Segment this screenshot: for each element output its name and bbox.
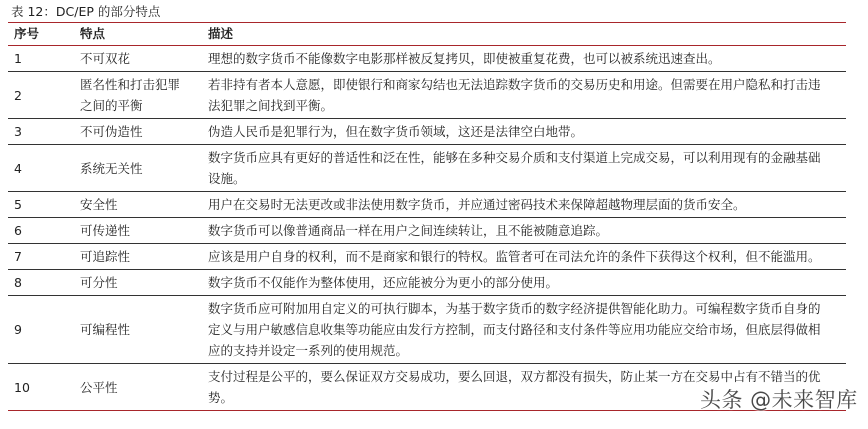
header-seq: 序号 <box>14 26 40 41</box>
table-row <box>8 296 846 364</box>
cell-seq: 2 <box>14 87 22 103</box>
cell-feature: 安全性 <box>80 197 118 212</box>
cell-seq: 3 <box>14 124 22 139</box>
table-row <box>8 244 846 270</box>
table-row <box>8 192 846 218</box>
cell-description: 理想的数字货币不能像数字电影那样被反复拷贝，即使被重复花费，也可以被系统迅速查出。 <box>208 51 721 66</box>
cell-feature: 不可双花 <box>80 51 131 66</box>
table-header <box>8 23 846 46</box>
cell-description: 若非持有者本人意愿，即使银行和商家勾结也无法追踪数字货币的交易历史和用途。但需要在用户隐私和打击违法犯罪之间找到平衡。 <box>208 77 821 113</box>
cell-feature: 系统无关性 <box>80 160 143 176</box>
table-row <box>8 46 846 72</box>
table-row <box>8 270 846 296</box>
cell-description: 应该是用户自身的权利，而不是商家和银行的特权。监管者可在司法允许的条件下获得这个权利，但不能滥用。 <box>208 249 821 264</box>
cell-feature: 不可伪造性 <box>80 124 143 139</box>
cell-seq: 4 <box>14 160 22 176</box>
cell-description: 数字货币应具有更好的普适性和泛在性，能够在多种交易介质和支付渠道上完成交易，可以利用现有的金融基础设施。 <box>208 150 821 186</box>
cell-seq: 7 <box>14 249 22 264</box>
cell-seq: 5 <box>14 197 22 212</box>
watermark: 头条 @未来智库 <box>700 388 858 412</box>
cell-seq: 8 <box>14 275 22 290</box>
cell-description: 伪造人民币是犯罪行为，但在数字货币领域，这还是法律空白地带。 <box>208 124 584 139</box>
cell-seq: 9 <box>14 322 22 337</box>
cell-feature: 可追踪性 <box>80 249 131 264</box>
table-row <box>8 72 846 119</box>
table-row <box>8 119 846 145</box>
features-table <box>8 22 846 411</box>
cell-feature: 匿名性和打击犯罪之间的平衡 <box>80 77 181 113</box>
cell-feature: 公平性 <box>80 379 118 395</box>
cell-feature: 可分性 <box>80 275 118 290</box>
cell-description: 数字货币应可附加用自定义的可执行脚本，为基于数字货币的数字经济提供智能化助力。可编程数字货币自身的定义与用户敏感信息收集等功能应由发行方控制，而支付路径和支付条件等应用功能应交给市场，但底层得做相应的支持并设定一系列的使用规范。 <box>208 301 821 358</box>
cell-description: 数字货币可以像普通商品一样在用户之间连续转让，且不能被随意追踪。 <box>208 223 609 238</box>
cell-description: 用户在交易时无法更改或非法使用数字货币，并应通过密码技术来保障超越物理层面的货币安全。 <box>208 197 746 212</box>
table-body <box>8 46 846 411</box>
table-caption: 表 12：DC/EP 的部分特点 <box>11 4 161 19</box>
cell-description: 数字货币不仅能作为整体使用，还应能被分为更小的部分使用。 <box>208 275 559 290</box>
table-row <box>8 218 846 244</box>
table-row <box>8 364 846 411</box>
cell-description: 支付过程是公平的，要么保证双方交易成功，要么回退，双方都没有损失，防止某一方在交易中占有不错当的优势。 <box>208 369 821 405</box>
header-row <box>8 23 846 46</box>
cell-seq: 1 <box>14 51 22 66</box>
header-feature: 特点 <box>80 26 106 41</box>
cell-feature: 可编程性 <box>80 322 131 337</box>
cell-seq: 6 <box>14 223 22 238</box>
header-description: 描述 <box>208 26 234 41</box>
cell-seq: 10 <box>14 379 30 395</box>
cell-feature: 可传递性 <box>80 223 131 238</box>
table-row <box>8 145 846 192</box>
